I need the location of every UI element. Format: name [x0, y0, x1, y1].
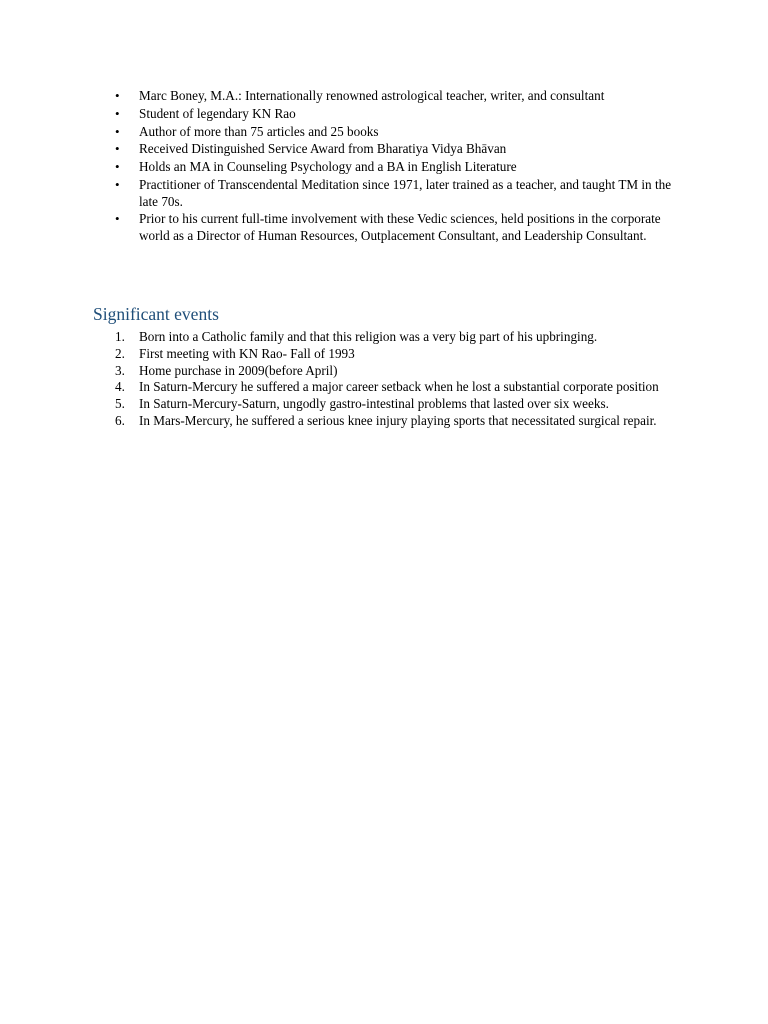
- bullet-icon: •: [115, 141, 120, 157]
- list-item: [115, 124, 685, 141]
- list-item: [115, 413, 675, 430]
- list-item-text: Received Distinguished Service Award from Bharatiya Vidya Bhāvan: [139, 141, 507, 157]
- bullet-icon: •: [115, 211, 120, 227]
- list-item: [115, 106, 685, 123]
- bullet-icon: •: [115, 123, 120, 139]
- list-number: 6.: [115, 412, 125, 428]
- list-item-text: Student of legendary KN Rao: [139, 105, 296, 121]
- bullet-icon: •: [115, 88, 120, 103]
- significant-events-list: [115, 329, 675, 430]
- list-item-text: Holds an MA in Counseling Psychology and a BA in English Literature: [139, 159, 517, 175]
- list-item-text: Born into a Catholic family and that this religion was a very big part of his upbringing.: [139, 329, 598, 344]
- section-heading-significant-events: Significant events: [93, 304, 219, 324]
- list-item: [115, 141, 685, 158]
- list-item-text: First meeting with KN Rao- Fall of 1993: [139, 345, 355, 361]
- list-number: 4.: [115, 379, 125, 395]
- list-item: [115, 346, 675, 363]
- bullet-icon: •: [115, 176, 120, 192]
- list-item-text: Author of more than 75 articles and 25 books: [139, 123, 379, 139]
- list-item-text: Marc Boney, M.A.: Internationally renowned astrological teacher, writer, and consultant: [139, 88, 605, 103]
- list-item: [115, 379, 675, 396]
- list-item: [115, 396, 675, 413]
- profile-bullet-list: [115, 88, 685, 246]
- list-item-text: In Saturn-Mercury he suffered a major career setback when he lost a substantial corporate position: [139, 379, 659, 395]
- list-item: [115, 177, 685, 210]
- bullet-icon: •: [115, 105, 120, 121]
- list-number: 5.: [115, 396, 125, 412]
- list-number: 2.: [115, 345, 125, 361]
- list-item-text: Home purchase in 2009(before April): [139, 362, 338, 378]
- list-item-text: In Mars-Mercury, he suffered a serious knee injury playing sports that necessitated surgical repair.: [139, 412, 657, 428]
- list-item: [115, 329, 675, 346]
- list-number: 1.: [115, 329, 125, 344]
- list-item: [115, 363, 675, 380]
- list-item: [115, 88, 685, 105]
- list-number: 3.: [115, 362, 125, 378]
- list-item: [115, 211, 685, 244]
- list-item-text: Prior to his current full-time involvement with these Vedic sciences, held positions in the corporate world as a Director of Human Resources, Outplacement Consultant, and Leadership Consultant.: [139, 211, 661, 243]
- list-item-text: Practitioner of Transcendental Meditation since 1971, later trained as a teacher, and taught TM in the late 70s.: [139, 176, 672, 209]
- list-item-text: In Saturn-Mercury-Saturn, ungodly gastro-intestinal problems that lasted over six weeks.: [139, 396, 609, 412]
- bullet-icon: •: [115, 159, 120, 175]
- list-item: [115, 159, 685, 176]
